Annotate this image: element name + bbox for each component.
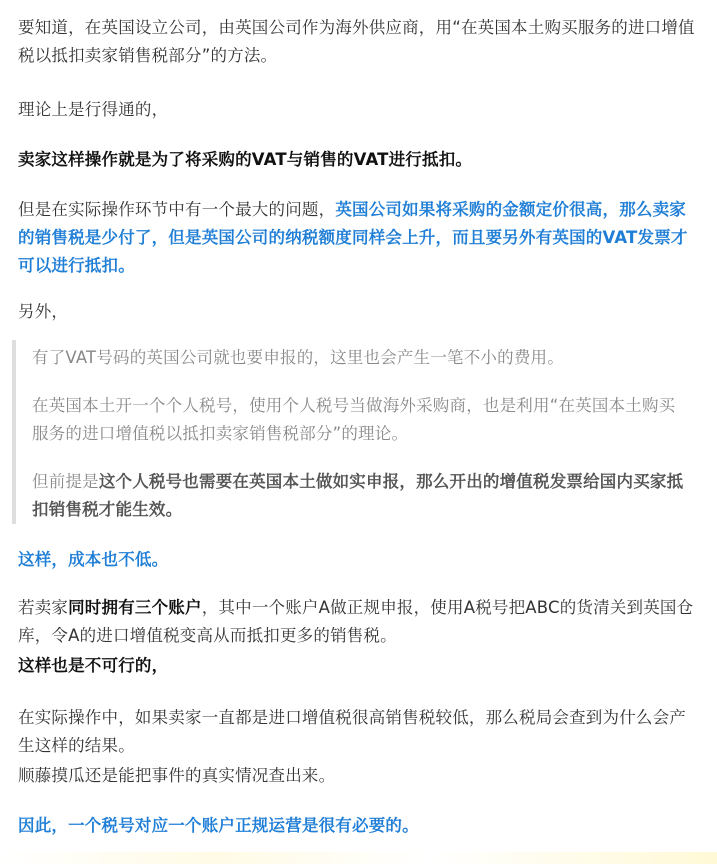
paragraph-problem	[18, 196, 698, 280]
quote-line-1	[32, 344, 692, 372]
blockquote	[12, 340, 706, 524]
quote-line-3-bold: 这个人税号也需要在英国本土做如实申报，那么开出的增值税发票给国内买家抵扣销售税才能生效。	[32, 472, 684, 519]
paragraph-theory-text: 理论上是行得通的，	[18, 100, 169, 119]
paragraph-besides	[18, 298, 698, 326]
paragraph-trace-text: 顺藤摸瓜还是能把事件的真实情况查出来。	[18, 766, 336, 785]
paragraph-besides-text: 另外，	[18, 302, 69, 321]
paragraph-cost	[18, 546, 698, 574]
paragraph-purpose	[18, 146, 698, 174]
paragraph-three-accounts-bold: 同时拥有三个账户	[68, 598, 202, 617]
bottom-decoration	[0, 852, 717, 864]
quote-line-2-text: 在英国本土开一个个人税号，使用个人税号当做海外采购商，也是利用“在英国本土购买服务的进口增值税以抵扣卖家销售税部分”的理论。	[32, 396, 676, 443]
paragraph-intro-text: 要知道，在英国设立公司，由英国公司作为海外供应商，用“在英国本土购买服务的进口增值税以抵扣卖家销售税部分”的方法。	[18, 18, 695, 65]
paragraph-practice-text: 在实际操作中，如果卖家一直都是进口增值税很高销售税较低，那么税局会查到为什么会产生这样的结果。	[18, 708, 686, 755]
quote-line-3	[32, 468, 692, 524]
quote-line-1-text: 有了VAT号码的英国公司就也要申报的，这里也会产生一笔不小的费用。	[32, 348, 564, 367]
paragraph-not-feasible	[18, 652, 698, 680]
paragraph-conclusion	[18, 812, 698, 840]
paragraph-not-feasible-text: 这样也是不可行的，	[18, 656, 169, 675]
paragraph-practice	[18, 704, 698, 760]
quote-line-3-plain: 但前提是	[32, 472, 99, 491]
paragraph-purpose-text: 卖家这样操作就是为了将采购的VAT与销售的VAT进行抵扣。	[18, 150, 473, 169]
paragraph-trace	[18, 762, 698, 790]
paragraph-problem-highlight: 英国公司如果将采购的金额定价很高，那么卖家的销售税是少付了，但是英国公司的纳税额度同样会上升，而且要另外有英国的VAT发票才可以进行抵扣。	[18, 200, 688, 275]
paragraph-three-accounts-part1: 若卖家	[18, 598, 69, 617]
paragraph-cost-text: 这样，成本也不低。	[18, 550, 169, 569]
paragraph-intro	[18, 14, 698, 70]
paragraph-theory	[18, 96, 698, 124]
paragraph-conclusion-text: 因此，一个税号对应一个账户正规运营是很有必要的。	[18, 816, 419, 835]
paragraph-problem-plain: 但是在实际操作环节中有一个最大的问题，	[18, 200, 336, 219]
quote-line-2	[32, 392, 692, 448]
paragraph-three-accounts-part2: ，其中一个账户A做正规申报，使用A税号把ABC的货清关到英国仓库，令A的进口增值税变高从而抵扣更多的销售税。	[18, 598, 694, 645]
paragraph-three-accounts	[18, 594, 698, 650]
